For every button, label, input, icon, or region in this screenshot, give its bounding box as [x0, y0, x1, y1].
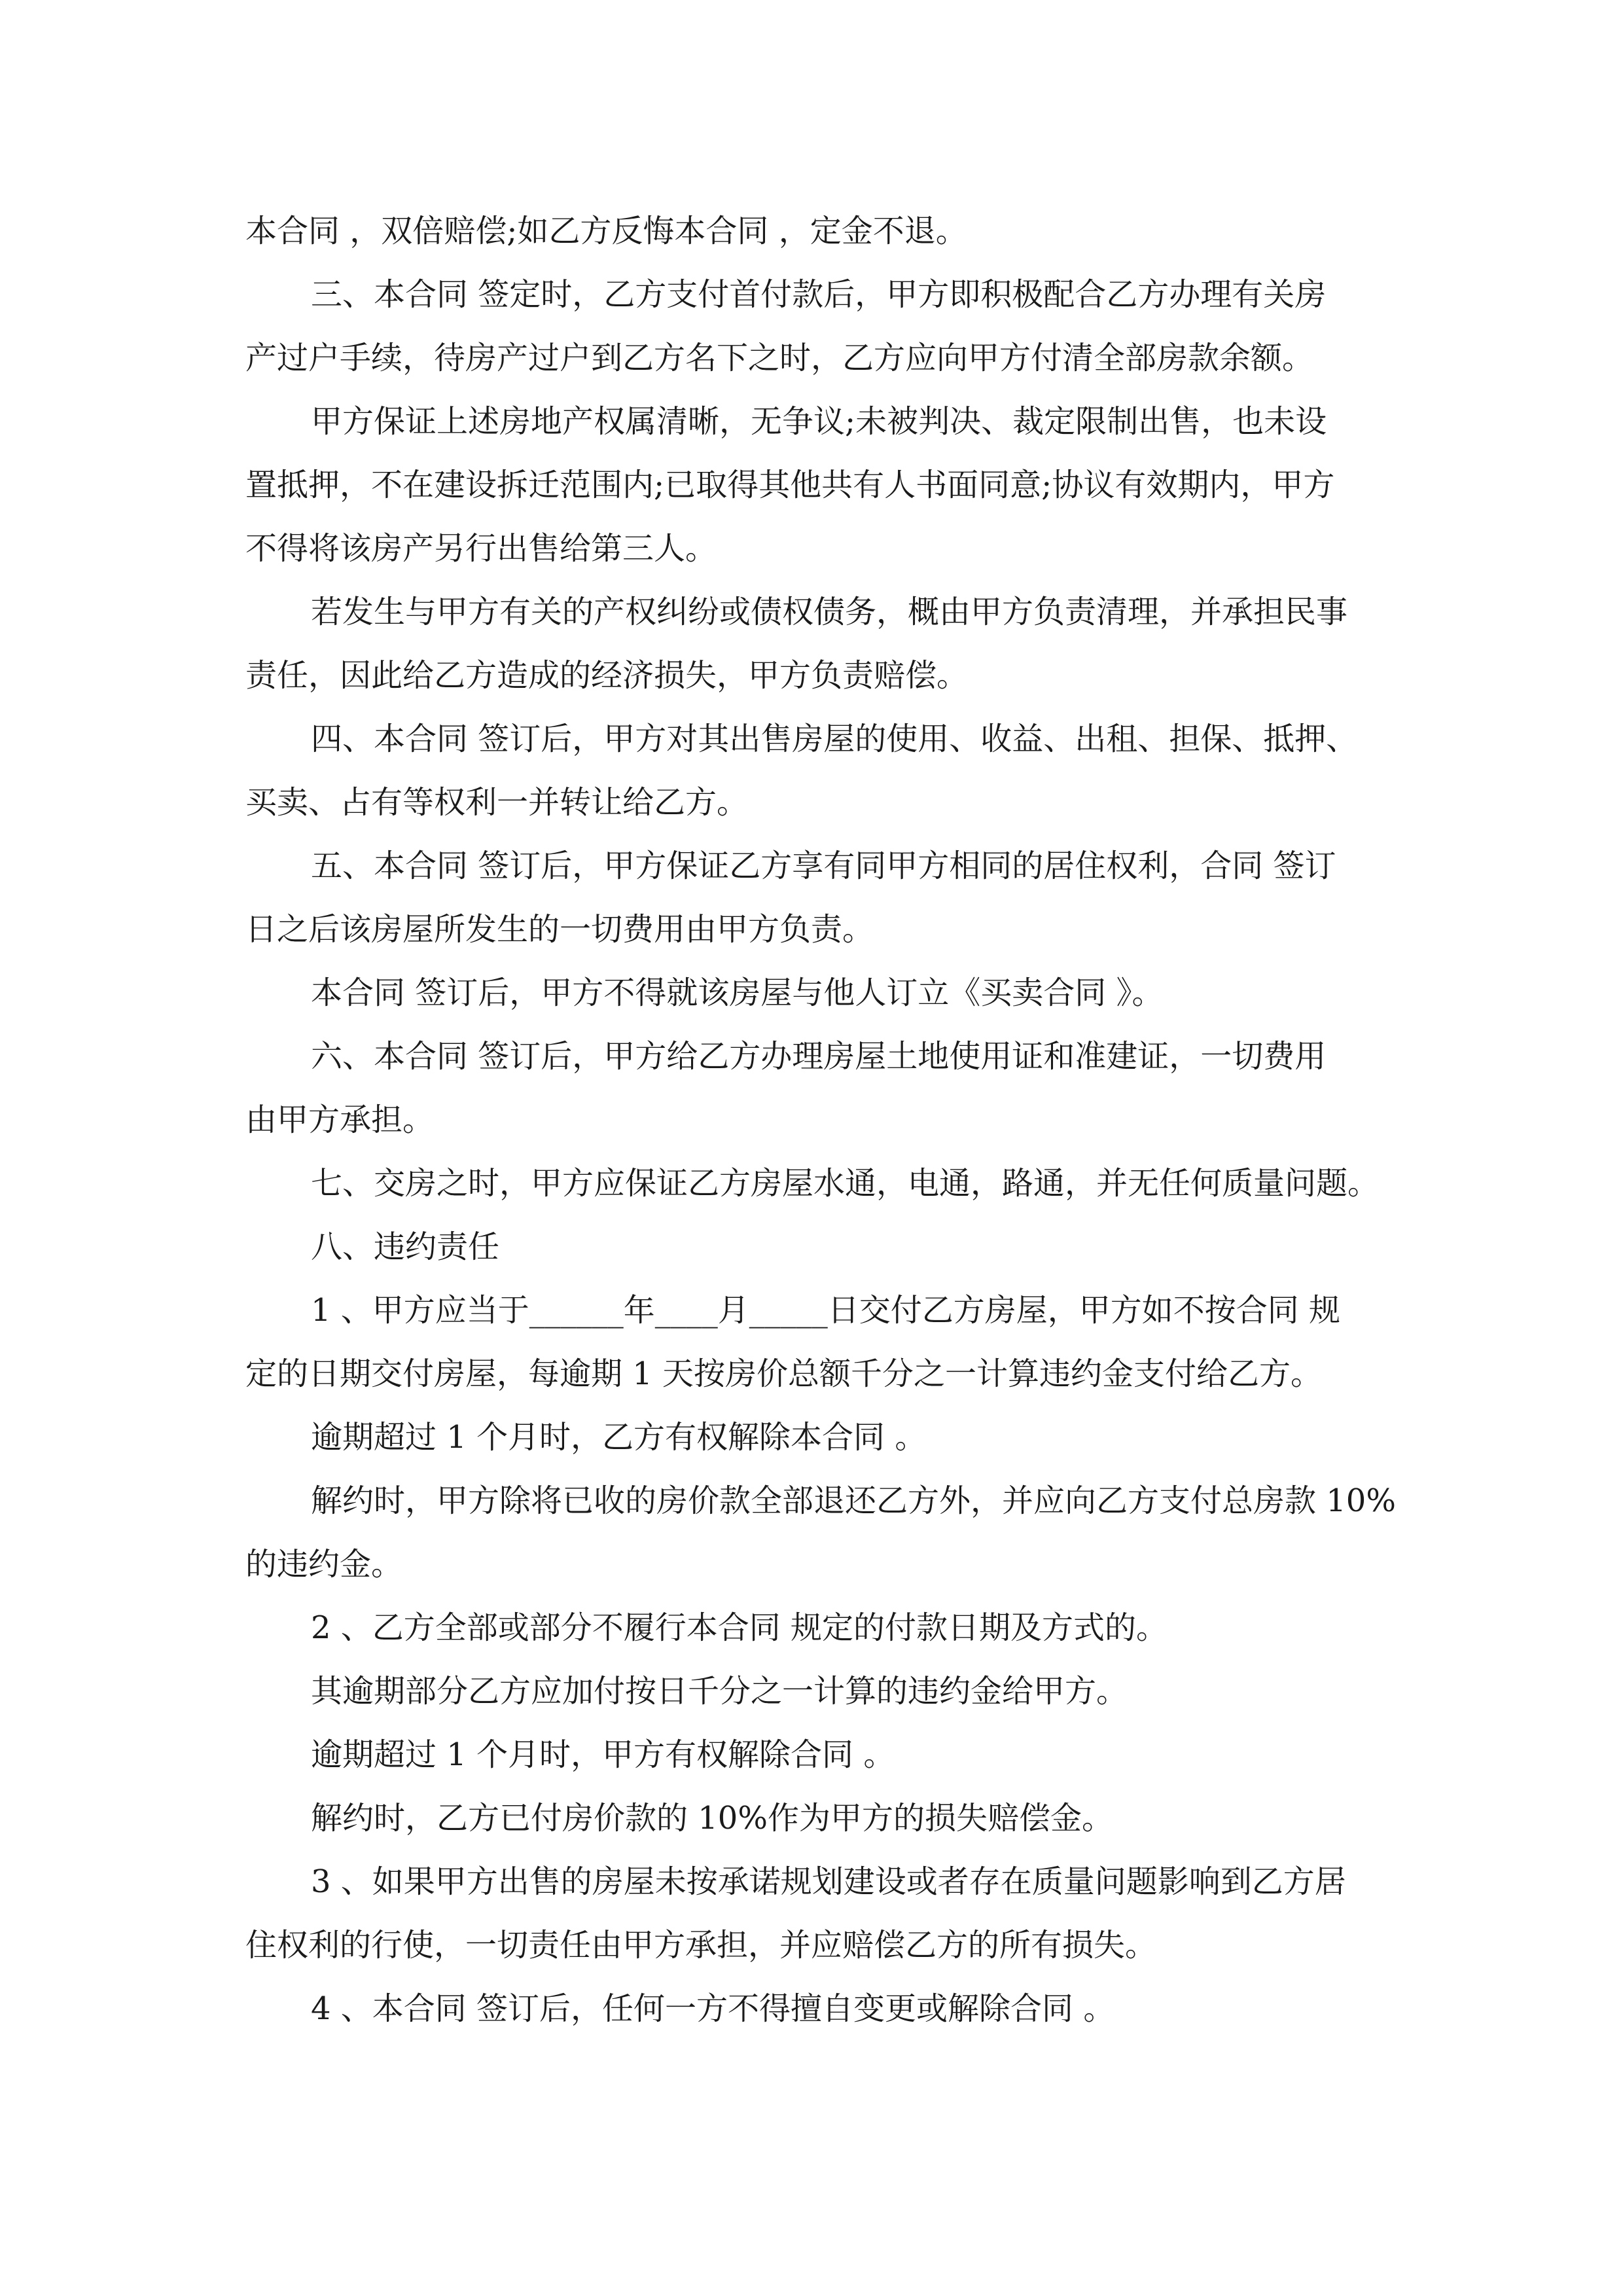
text-line: 若发生与甲方有关的产权纠纷或债权债务，概由甲方负责清理，并承担民事	[311, 594, 1348, 630]
text-line: 定的日期交付房屋，每逾期 1 天按房价总额千分之一计算违约金支付给乙方。	[245, 1355, 1323, 1392]
text-line: 置抵押，不在建设拆迁范围内;已取得其他共有人书面同意;协议有效期内，甲方	[245, 467, 1335, 503]
text-line: 不得将该房产另行出售给第三人。	[245, 530, 717, 567]
text-line: 四、本合同 签订后，甲方对其出售房屋的使用、收益、出租、担保、抵押、	[311, 721, 1358, 757]
text-line: 解约时，乙方已付房价款的 10%作为甲方的损失赔偿金。	[311, 1800, 1113, 1837]
text-line: 产过户手续，待房产过户到乙方名下之时，乙方应向甲方付清全部房款余额。	[245, 340, 1314, 376]
text-line: 六、本合同 签订后，甲方给乙方办理房屋土地使用证和准建证，一切费用	[311, 1038, 1327, 1075]
text-line: 逾期超过 1 个月时，甲方有权解除合同 。	[311, 1736, 895, 1773]
text-line: 八、违约责任	[311, 1229, 500, 1265]
text-line: 由甲方承担。	[245, 1102, 435, 1138]
text-line: 1 、甲方应当于______年____月_____日交付乙方房屋，甲方如不按合同 规	[311, 1292, 1341, 1329]
text-line: 2 、乙方全部或部分不履行本合同 规定的付款日期及方式的。	[311, 1609, 1168, 1646]
text-line: 五、本合同 签订后，甲方保证乙方享有同甲方相同的居住权利，合同 签订	[311, 848, 1336, 884]
text-line: 解约时，甲方除将已收的房价款全部退还乙方外，并应向乙方支付总房款 10%	[311, 1482, 1396, 1519]
text-line: 的违约金。	[245, 1546, 403, 1583]
text-line: 本合同 签订后，甲方不得就该房屋与他人订立《买卖合同 》。	[311, 975, 1164, 1011]
text-line: 三、本合同 签定时，乙方支付首付款后，甲方即积极配合乙方办理有关房	[311, 276, 1327, 313]
text-line: 日之后该房屋所发生的一切费用由甲方负责。	[245, 911, 874, 948]
text-line: 本合同 ，双倍赔偿;如乙方反悔本合同 ，定金不退。	[245, 213, 967, 249]
text-line: 其逾期部分乙方应加付按日千分之一计算的违约金给甲方。	[311, 1673, 1128, 1710]
text-line: 3 、如果甲方出售的房屋未按承诺规划建设或者存在质量问题影响到乙方居	[311, 1863, 1346, 1900]
text-line: 甲方保证上述房地产权属清晰，无争议;未被判决、裁定限制出售，也未设	[311, 403, 1327, 440]
text-line: 逾期超过 1 个月时，乙方有权解除本合同 。	[311, 1419, 927, 1456]
text-line: 买卖、占有等权利一并转让给乙方。	[245, 784, 749, 821]
document-body	[245, 200, 1397, 2041]
text-line: 责任，因此给乙方造成的经济损失，甲方负责赔偿。	[245, 657, 969, 694]
text-line: 七、交房之时，甲方应保证乙方房屋水通，电通，路通，并无任何质量问题。	[311, 1165, 1380, 1202]
text-line: 4 、本合同 签订后，任何一方不得擅自变更或解除合同 。	[311, 1990, 1115, 2027]
text-line: 住权利的行使，一切责任由甲方承担，并应赔偿乙方的所有损失。	[245, 1927, 1157, 1964]
